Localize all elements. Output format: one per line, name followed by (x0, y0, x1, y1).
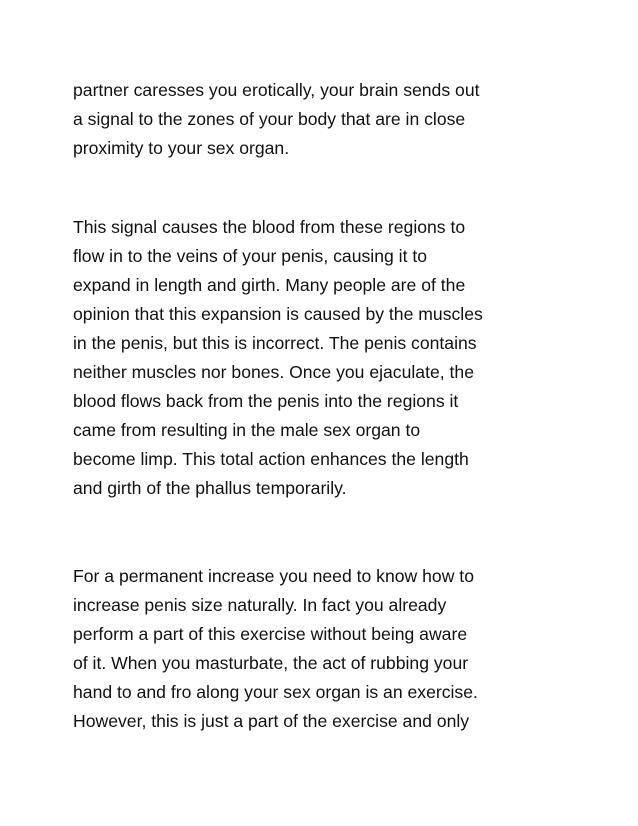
text-line: came from resulting in the male sex organ to (73, 420, 421, 440)
text-line: partner caresses you erotically, your brain sends out (73, 80, 480, 100)
text-line: perform a part of this exercise without being aware (73, 624, 468, 644)
text-line: For a permanent increase you need to know how to (73, 566, 474, 586)
text-line: This signal causes the blood from these regions to (73, 217, 466, 237)
text-line: neither muscles nor bones. Once you ejaculate, the (73, 362, 474, 382)
text-line: blood flows back from the penis into the regions it (73, 391, 459, 411)
text-line: a signal to the zones of your body that are in close (73, 109, 466, 129)
paragraph-3 (73, 562, 573, 736)
text-line: However, this is just a part of the exercise and only (73, 711, 470, 731)
text-line: and girth of the phallus temporarily. (73, 478, 347, 498)
text-line: hand to and fro along your sex organ is an exercise. (73, 682, 478, 702)
text-line: proximity to your sex organ. (73, 138, 290, 158)
text-line: opinion that this expansion is caused by the muscles (73, 304, 483, 324)
text-line: of it. When you masturbate, the act of rubbing your (73, 653, 469, 673)
text-line: expand in length and girth. Many people are of the (73, 275, 466, 295)
paragraph-2 (73, 213, 573, 503)
text-line: become limp. This total action enhances the length (73, 449, 469, 469)
paragraph-1 (73, 76, 573, 163)
text-line: increase penis size naturally. In fact you already (73, 595, 447, 615)
text-line: flow in to the veins of your penis, causing it to (73, 246, 428, 266)
text-line: in the penis, but this is incorrect. The penis contains (73, 333, 477, 353)
